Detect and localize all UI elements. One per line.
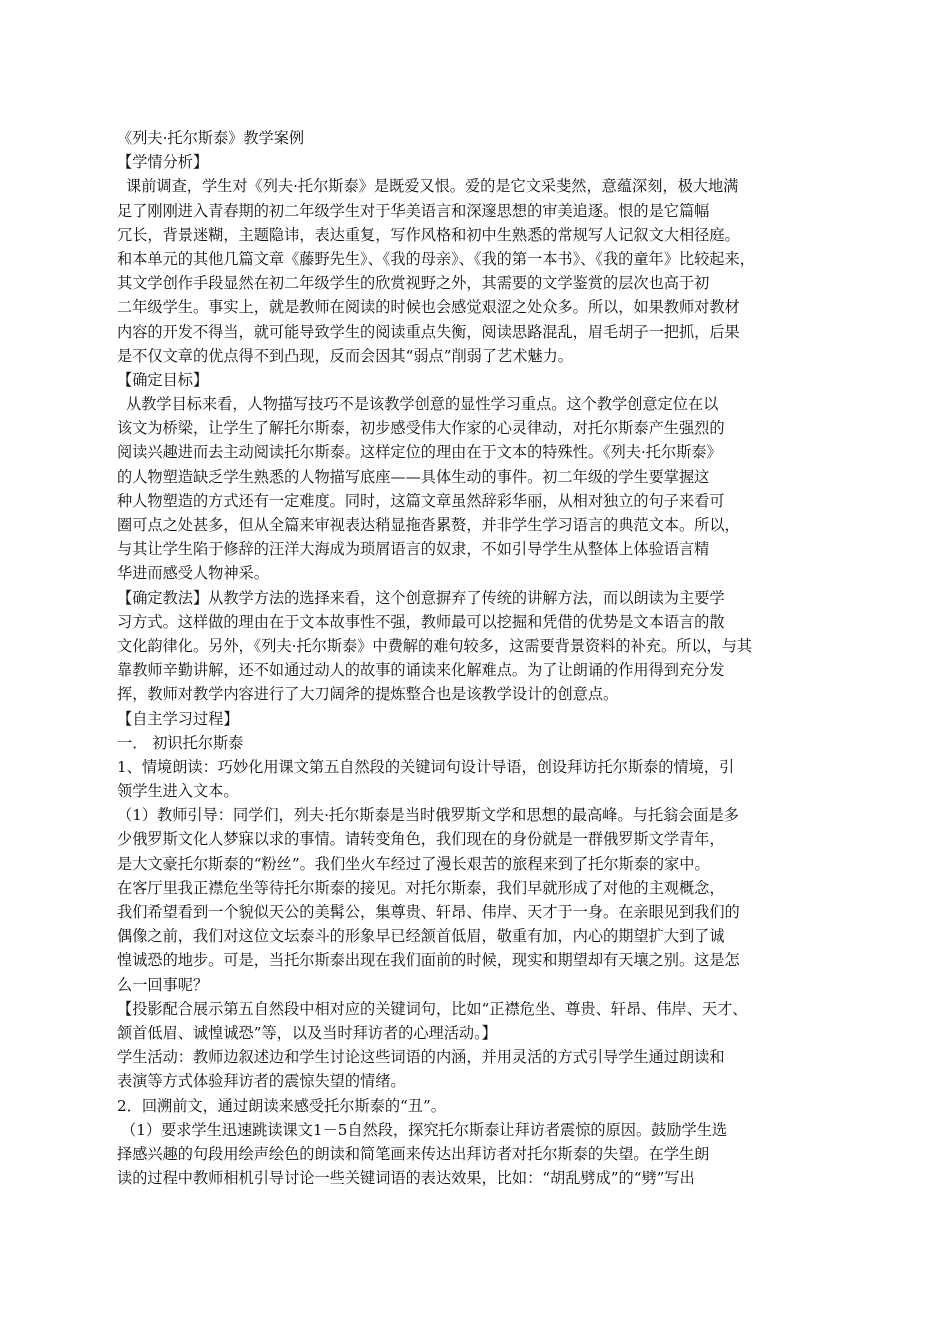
paragraph-line: 挥，教师对教学内容进行了大刀阔斧的提炼整合也是该教学设计的创意点。 bbox=[117, 685, 619, 704]
paragraph-line: 2．回溯前文，通过朗读来感受托尔斯泰的“丑”。 bbox=[117, 1096, 446, 1115]
paragraph-line: 读的过程中教师相机引导讨论一些关键词语的表达效果，比如：“胡乱劈成”的“劈”写出 bbox=[117, 1169, 695, 1188]
paragraph-line: （1）要求学生迅速跳读课文1－5自然段，探究托尔斯泰让拜访者震惊的原因。鼓励学生选 bbox=[121, 1120, 728, 1139]
paragraph-line: 在客厅里我正襟危坐等待托尔斯泰的接见。对托尔斯泰，我们早就形成了对他的主观概念， bbox=[117, 878, 725, 897]
section-heading-mubiao: 【确定目标】 bbox=[117, 370, 209, 389]
paragraph-line: 颔首低眉、诚惶诚恐”等，以及当时拜访者的心理活动。】 bbox=[117, 1023, 497, 1042]
paragraph-line: （1）教师引导：同学们，列夫·托尔斯泰是当时俄罗斯文学和思想的最高峰。与托翁会面是多 bbox=[117, 806, 739, 825]
paragraph-line: 1、情境朗读：巧妙化用课文第五自然段的关键词句设计导语，创设拜访托尔斯泰的情境，引 bbox=[117, 757, 735, 776]
paragraph-line: 阅读兴趣进而去主动阅读托尔斯泰。这样定位的理由在于文本的特殊性。《列夫·托尔斯泰》 bbox=[117, 443, 722, 462]
paragraph-line: 华进而感受人物神采。 bbox=[117, 564, 269, 583]
document-title: 《列夫·托尔斯泰》教学案例 bbox=[117, 129, 305, 147]
paragraph-line: 与其让学生陷于修辞的汪洋大海成为琐屑语言的奴隶，不如引导学生从整体上体验语言精 bbox=[117, 540, 710, 559]
paragraph-line: 么一回事呢？ bbox=[117, 975, 209, 994]
paragraph-line: 二年级学生。事实上，就是教师在阅读的时候也会感觉艰涩之处众多。所以，如果教师对教材 bbox=[117, 298, 740, 317]
paragraph-line: 种人物塑造的方式还有一定难度。同时，这篇文章虽然辞彩华丽，从相对独立的句子来看可 bbox=[117, 491, 725, 510]
paragraph-line: 内容的开发不得当，就可能导致学生的阅读重点失衡，阅读思路混乱，眉毛胡子一把抓，后果 bbox=[117, 322, 740, 341]
paragraph-line: 该文为桥梁，让学生了解托尔斯泰，初步感受伟大作家的心灵律动，对托尔斯泰产生强烈的 bbox=[117, 419, 725, 438]
paragraph-line: 从教学目标来看，人物描写技巧不是该教学创意的显性学习重点。这个教学创意定位在以 bbox=[126, 395, 719, 414]
paragraph-line: 冗长，背景迷糊，主题隐讳，表达重复，写作风格和初中生熟悉的常规写人记叙文大相径庭。 bbox=[117, 225, 740, 244]
paragraph-line: 少俄罗斯文化人梦寐以求的事情。请转变角色，我们现在的身份就是一群俄罗斯文学青年， bbox=[117, 830, 725, 849]
document-page bbox=[117, 126, 823, 1190]
section-heading-guocheng: 【自主学习过程】 bbox=[117, 709, 239, 728]
paragraph-line: 习方式。这样做的理由在于文本故事性不强，教师最可以挖掘和凭借的优势是文本语言的散 bbox=[117, 612, 725, 631]
paragraph-line: 领学生进入文本。 bbox=[117, 782, 239, 801]
subsection-heading: 一． 初识托尔斯泰 bbox=[117, 733, 244, 752]
paragraph-line: 学生活动：教师边叙述边和学生讨论这些词语的内涵，并用灵活的方式引导学生通过朗读和 bbox=[117, 1048, 725, 1067]
paragraph-line: 圈可点之处甚多，但从全篇来审视表达稍显拖沓累赘，并非学生学习语言的典范文本。所以， bbox=[117, 516, 740, 534]
paragraph-line: 课前调查，学生对《列夫·托尔斯泰》是既爱又恨。爱的是它文采斐然，意蕴深刻，极大地满 bbox=[126, 177, 739, 196]
paragraph-line: 其文学创作手段显然在初二年级学生的欣赏视野之外，其需要的文学鉴赏的层次也高于初 bbox=[117, 274, 710, 293]
paragraph-line: 是不仅文章的优点得不到凸现，反而会因其“弱点”削弱了艺术魅力。 bbox=[117, 346, 573, 365]
paragraph-line: 和本单元的其他几篇文章《藤野先生》、《我的母亲》、《我的第一本书》、《我的童年》比较起来， bbox=[117, 249, 755, 268]
paragraph-line: 我们希望看到一个貌似天公的美髯公，集尊贵、轩昂、伟岸、天才于一身。在亲眼见到我们的 bbox=[117, 903, 740, 921]
paragraph-line: 的人物塑造缺乏学生熟悉的人物描写底座——具体生动的事件。初二年级的学生要掌握这 bbox=[117, 467, 710, 486]
paragraph-line: 偶像之前，我们对这位文坛泰斗的形象早已经颔首低眉，敬重有加，内心的期望扩大到了诚 bbox=[117, 927, 725, 946]
section-heading-jiaofa: 【确定教法】从教学方法的选择来看，这个创意摒弃了传统的讲解方法，而以朗读为主要学 bbox=[117, 588, 725, 607]
section-heading-xueqing: 【学情分析】 bbox=[117, 153, 209, 172]
paragraph-line: 靠教师辛勤讲解，还不如通过动人的故事的诵读来化解难点。为了让朗诵的作用得到充分发 bbox=[117, 661, 725, 680]
paragraph-line: 表演等方式体验拜访者的震惊失望的情绪。 bbox=[117, 1072, 406, 1091]
paragraph-line: 是大文豪托尔斯泰的“粉丝”。我们坐火车经过了漫长艰苦的旅程来到了托尔斯泰的家中。 bbox=[117, 854, 710, 873]
paragraph-line: 惶诚恐的地步。可是，当托尔斯泰出现在我们面前的时候，现实和期望却有天壤之别。这是怎 bbox=[117, 951, 740, 970]
paragraph-line: 文化韵律化。另外，《列夫·托尔斯泰》中费解的难句较多，这需要背景资料的补充。所以，与其 bbox=[117, 636, 753, 655]
paragraph-line: 足了刚刚进入青春期的初二年级学生对于华美语言和深邃思想的审美追逐。恨的是它篇幅 bbox=[117, 201, 710, 220]
paragraph-line: 择感兴趣的句段用绘声绘色的朗读和简笔画来传达出拜访者对托尔斯泰的失望。在学生朗 bbox=[117, 1144, 710, 1163]
paragraph-line: 【投影配合展示第五自然段中相对应的关键词句，比如“正襟危坐、尊贵、轩昂、伟岸、天才、 bbox=[117, 999, 748, 1018]
